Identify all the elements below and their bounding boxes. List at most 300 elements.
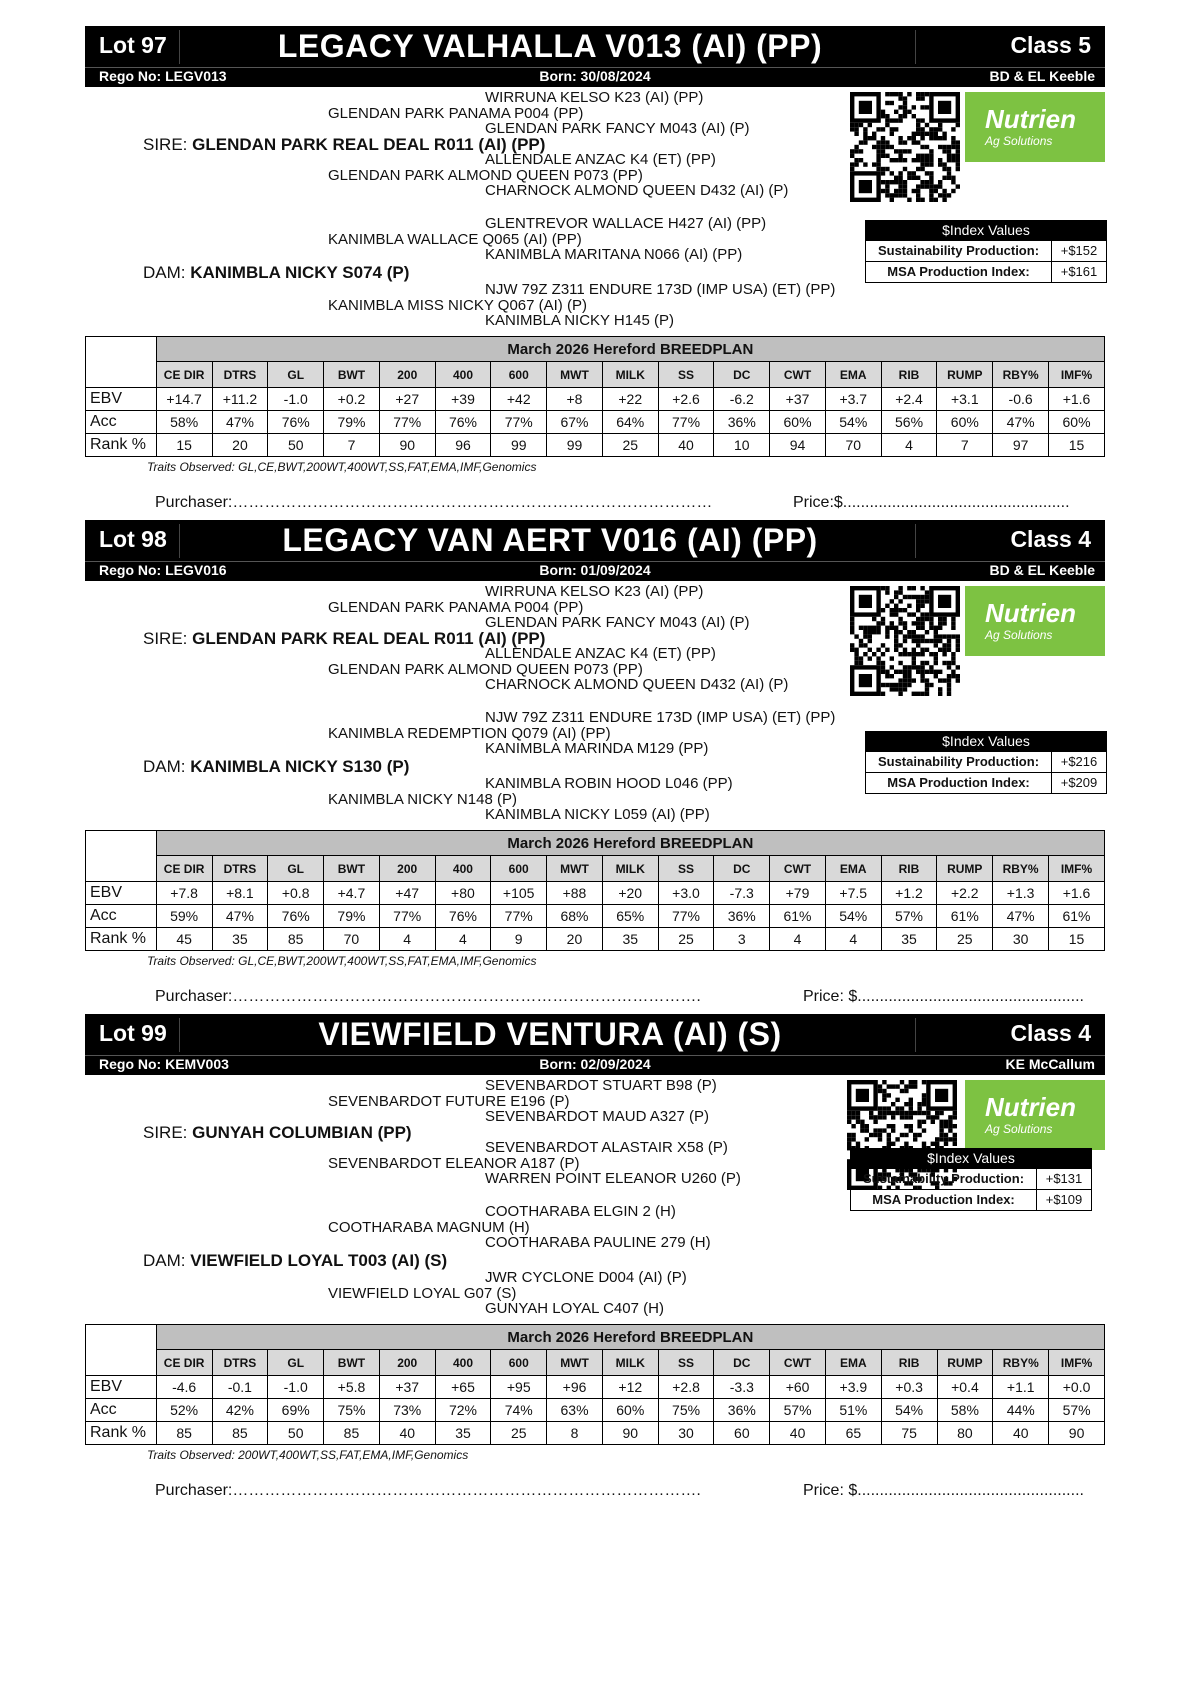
rank-cell: 97	[993, 434, 1049, 457]
pedigree-dam-dam-dam: KANIMBLA NICKY H145 (P)	[485, 312, 674, 329]
index-value: +$209	[1060, 775, 1098, 790]
traits-observed: Traits Observed: GL,CE,BWT,200WT,400WT,SS,FAT,EMA,IMF,Genomics	[147, 460, 537, 474]
pedigree-dam-dam-dam: GUNYAH LOYAL C407 (H)	[485, 1300, 664, 1317]
ebv-cell: +60	[770, 1376, 826, 1399]
acc-cell: 36%	[714, 1399, 770, 1422]
acc-cell: 76%	[268, 905, 324, 928]
acc-cell: 57%	[881, 905, 937, 928]
trait-header: 200	[379, 1350, 435, 1376]
trait-header: MILK	[602, 362, 658, 388]
price-field[interactable]: Price: $...................................................	[803, 1482, 1084, 1499]
pedigree-sire-dam-dam: CHARNOCK ALMOND QUEEN D432 (AI) (P)	[485, 182, 789, 199]
lot-block	[85, 520, 1105, 1020]
qr-code[interactable]	[850, 586, 960, 696]
logo-name: Nutrien	[985, 598, 1076, 628]
rank-cell: 50	[268, 1422, 324, 1445]
price-field[interactable]: Price:$...................................................	[793, 494, 1070, 511]
acc-cell: 73%	[379, 1399, 435, 1422]
ebv-cell: +96	[547, 1376, 603, 1399]
trait-header: DTRS	[212, 856, 268, 882]
row-label: EBV	[86, 388, 157, 411]
acc-cell: 47%	[212, 411, 268, 434]
ebv-cell: +1.3	[993, 882, 1049, 905]
price-field[interactable]: Price: $...................................................	[803, 988, 1084, 1005]
row-label: Acc	[86, 1399, 157, 1422]
rank-cell: 8	[547, 1422, 603, 1445]
rank-cell: 25	[937, 928, 993, 951]
index-title: $Index Values	[851, 1149, 1091, 1168]
row-label: Rank %	[86, 928, 157, 951]
pedigree-dam-sire-sire: NJW 79Z Z311 ENDURE 173D (IMP USA) (ET) (PP)	[485, 709, 836, 726]
ebv-cell: +95	[491, 1376, 547, 1399]
rank-cell: 4	[770, 928, 826, 951]
index-values-box	[865, 731, 1107, 794]
rank-cell: 4	[379, 928, 435, 951]
pedigree-sire-dam-sire: ALLENDALE ANZAC K4 (ET) (PP)	[485, 645, 716, 662]
ebv-table	[85, 830, 1105, 951]
logo-tagline: Ag Solutions	[985, 628, 1053, 642]
trait-header: CWT	[770, 856, 826, 882]
rank-cell: 15	[1049, 928, 1105, 951]
acc-cell: 54%	[825, 905, 881, 928]
acc-cell: 60%	[770, 411, 826, 434]
ebv-cell: +4.7	[324, 882, 380, 905]
pedigree-sire-sire: GLENDAN PARK PANAMA P004 (PP)	[328, 105, 584, 122]
rank-cell: 99	[547, 434, 603, 457]
ebv-cell: +88	[547, 882, 603, 905]
dam-name: KANIMBLA NICKY S074 (P)	[190, 263, 410, 282]
ebv-cell: +12	[602, 1376, 658, 1399]
trait-header: RIB	[881, 1350, 937, 1376]
pedigree-sire-dam: GLENDAN PARK ALMOND QUEEN P073 (PP)	[328, 167, 643, 184]
lot-number: Lot 98	[99, 526, 167, 552]
purchaser-field[interactable]: Purchaser:…………………………………………………………………………….	[155, 1482, 701, 1499]
trait-header: SS	[658, 362, 714, 388]
trait-header: DC	[714, 362, 770, 388]
ebv-cell: +11.2	[212, 388, 268, 411]
logo-tagline: Ag Solutions	[985, 134, 1053, 148]
sire-name: GUNYAH COLUMBIAN (PP)	[192, 1123, 412, 1142]
traits-observed: Traits Observed: GL,CE,BWT,200WT,400WT,SS,FAT,EMA,IMF,Genomics	[147, 954, 537, 968]
acc-cell: 57%	[1049, 1399, 1105, 1422]
lot-block	[85, 26, 1105, 526]
rank-cell: 7	[324, 434, 380, 457]
born-date: Born: 30/08/2024	[539, 68, 651, 84]
trait-header: BWT	[324, 362, 380, 388]
rank-cell: 96	[435, 434, 491, 457]
acc-cell: 77%	[658, 411, 714, 434]
index-value: +$131	[1045, 1171, 1083, 1186]
rank-cell: 35	[602, 928, 658, 951]
ebv-cell: +37	[770, 388, 826, 411]
pedigree-sire-sire-dam: GLENDAN PARK FANCY M043 (AI) (P)	[485, 120, 750, 137]
ebv-cell: +2.4	[881, 388, 937, 411]
row-label: Acc	[86, 411, 157, 434]
ebv-cell: -1.0	[268, 1376, 324, 1399]
class-label: Class 5	[1010, 32, 1091, 58]
acc-cell: 36%	[714, 411, 770, 434]
pedigree-dam-sire: KANIMBLA WALLACE Q065 (AI) (PP)	[328, 231, 582, 248]
qr-code[interactable]	[850, 92, 960, 202]
pedigree-sire-sire: GLENDAN PARK PANAMA P004 (PP)	[328, 599, 584, 616]
rego-number: Rego No: LEGV013	[99, 68, 227, 84]
acc-cell: 76%	[435, 905, 491, 928]
lot-number: Lot 97	[99, 32, 167, 58]
pedigree-dam-sire: COOTHARABA MAGNUM (H)	[328, 1219, 530, 1236]
acc-cell: 58%	[156, 411, 212, 434]
rank-cell: 35	[435, 1422, 491, 1445]
pedigree-dam-sire-dam: KANIMBLA MARITANA N066 (AI) (PP)	[485, 246, 743, 263]
ebv-cell: +3.7	[825, 388, 881, 411]
rank-cell: 85	[324, 1422, 380, 1445]
trait-header: CWT	[770, 362, 826, 388]
ebv-cell: +27	[379, 388, 435, 411]
rank-cell: 80	[937, 1422, 993, 1445]
trait-header: CE DIR	[156, 856, 212, 882]
ebv-cell: +3.9	[825, 1376, 881, 1399]
lot-block	[85, 1014, 1105, 1514]
ebv-cell: -0.1	[212, 1376, 268, 1399]
index-label: MSA Production Index:	[866, 262, 1052, 282]
trait-header: MWT	[547, 362, 603, 388]
acc-cell: 61%	[770, 905, 826, 928]
ebv-cell: +7.8	[156, 882, 212, 905]
rank-cell: 10	[714, 434, 770, 457]
logo-name: Nutrien	[985, 104, 1076, 134]
acc-cell: 77%	[379, 905, 435, 928]
acc-cell: 47%	[993, 905, 1049, 928]
rank-cell: 40	[993, 1422, 1049, 1445]
trait-header: IMF%	[1049, 856, 1105, 882]
trait-header: 200	[379, 362, 435, 388]
row-label: Rank %	[86, 434, 157, 457]
dam-name: VIEWFIELD LOYAL T003 (AI) (S)	[190, 1251, 448, 1270]
index-label: MSA Production Index:	[851, 1190, 1037, 1210]
pedigree-dam-dam-sire: KANIMBLA ROBIN HOOD L046 (PP)	[485, 775, 733, 792]
pedigree-sire-sire: SEVENBARDOT FUTURE E196 (P)	[328, 1093, 570, 1110]
ebv-cell: +3.1	[937, 388, 993, 411]
acc-cell: 72%	[435, 1399, 491, 1422]
nutrien-logo	[965, 586, 1105, 656]
ebv-cell: +22	[602, 388, 658, 411]
acc-cell: 69%	[268, 1399, 324, 1422]
acc-cell: 64%	[602, 411, 658, 434]
pedigree-dam-sire: KANIMBLA REDEMPTION Q079 (AI) (PP)	[328, 725, 611, 742]
acc-cell: 42%	[212, 1399, 268, 1422]
row-label: EBV	[86, 882, 157, 905]
trait-header: RUMP	[937, 362, 993, 388]
ebv-cell: +0.8	[268, 882, 324, 905]
trait-header: RUMP	[937, 856, 993, 882]
trait-header: DC	[714, 1350, 770, 1376]
trait-header: CWT	[770, 1350, 826, 1376]
pedigree-sire-dam-sire: SEVENBARDOT ALASTAIR X58 (P)	[485, 1139, 728, 1156]
acc-cell: 59%	[156, 905, 212, 928]
trait-header: 600	[491, 856, 547, 882]
class-label: Class 4	[1010, 526, 1091, 552]
ebv-cell: +0.3	[881, 1376, 937, 1399]
rank-cell: 90	[602, 1422, 658, 1445]
sire-prefix: SIRE:	[143, 135, 188, 154]
trait-header: IMF%	[1049, 362, 1105, 388]
trait-header: MWT	[547, 856, 603, 882]
dam-prefix: DAM:	[143, 757, 186, 776]
acc-cell: 47%	[993, 411, 1049, 434]
trait-header: RIB	[881, 362, 937, 388]
rank-cell: 15	[1049, 434, 1105, 457]
trait-header: 400	[435, 856, 491, 882]
rank-cell: 75	[881, 1422, 937, 1445]
acc-cell: 60%	[1049, 411, 1105, 434]
row-label: Acc	[86, 905, 157, 928]
rank-cell: 70	[324, 928, 380, 951]
trait-header: 400	[435, 362, 491, 388]
sire-prefix: SIRE:	[143, 629, 188, 648]
acc-cell: 57%	[770, 1399, 826, 1422]
logo-name: Nutrien	[985, 1092, 1076, 1122]
pedigree-dam-dam: KANIMBLA MISS NICKY Q067 (AI) (P)	[328, 297, 587, 314]
acc-cell: 60%	[602, 1399, 658, 1422]
acc-cell: 56%	[881, 411, 937, 434]
index-values-box	[850, 1148, 1092, 1211]
acc-cell: 76%	[435, 411, 491, 434]
ebv-cell: +5.8	[324, 1376, 380, 1399]
trait-header: MILK	[602, 1350, 658, 1376]
pedigree-dam-dam: KANIMBLA NICKY N148 (P)	[328, 791, 517, 808]
ebv-cell: +2.2	[937, 882, 993, 905]
rank-cell: 85	[268, 928, 324, 951]
rank-cell: 85	[212, 1422, 268, 1445]
breeder-name: BD & EL Keeble	[989, 562, 1095, 578]
acc-cell: 77%	[658, 905, 714, 928]
pedigree-sire-sire-dam: SEVENBARDOT MAUD A327 (P)	[485, 1108, 709, 1125]
trait-header: RBY%	[993, 362, 1049, 388]
rank-cell: 90	[379, 434, 435, 457]
rank-cell: 20	[547, 928, 603, 951]
rank-cell: 35	[881, 928, 937, 951]
rank-cell: 4	[881, 434, 937, 457]
pedigree-dam-dam: VIEWFIELD LOYAL G07 (S)	[328, 1285, 517, 1302]
ebv-cell: +1.1	[993, 1376, 1049, 1399]
index-label: Sustainability Production:	[851, 1169, 1037, 1189]
acc-cell: 76%	[268, 411, 324, 434]
rank-cell: 65	[825, 1422, 881, 1445]
acc-cell: 77%	[491, 905, 547, 928]
index-value: +$161	[1060, 264, 1098, 279]
index-title: $Index Values	[866, 732, 1106, 751]
rank-cell: 15	[156, 434, 212, 457]
ebv-cell: -3.3	[714, 1376, 770, 1399]
trait-header: GL	[268, 856, 324, 882]
acc-cell: 54%	[825, 411, 881, 434]
trait-header: 600	[491, 362, 547, 388]
traits-observed: Traits Observed: 200WT,400WT,SS,FAT,EMA,IMF,Genomics	[147, 1448, 469, 1462]
acc-cell: 44%	[993, 1399, 1049, 1422]
ebv-cell: +80	[435, 882, 491, 905]
rank-cell: 9	[491, 928, 547, 951]
breedplan-title: March 2026 Hereford BREEDPLAN	[156, 1325, 1104, 1350]
rank-cell: 40	[770, 1422, 826, 1445]
acc-cell: 75%	[324, 1399, 380, 1422]
dam-prefix: DAM:	[143, 263, 186, 282]
trait-header: BWT	[324, 1350, 380, 1376]
ebv-cell: +79	[770, 882, 826, 905]
ebv-cell: +0.0	[1049, 1376, 1105, 1399]
rank-cell: 40	[379, 1422, 435, 1445]
ebv-cell: -0.6	[993, 388, 1049, 411]
pedigree-dam-sire-sire: COOTHARABA ELGIN 2 (H)	[485, 1203, 676, 1220]
rank-cell: 60	[714, 1422, 770, 1445]
trait-header: CE DIR	[156, 362, 212, 388]
ebv-cell: +0.2	[324, 388, 380, 411]
animal-name: LEGACY VALHALLA V013 (AI) (PP)	[277, 28, 823, 64]
trait-header: 600	[491, 1350, 547, 1376]
index-value: +$216	[1060, 754, 1098, 769]
breedplan-title: March 2026 Hereford BREEDPLAN	[156, 831, 1104, 856]
acc-cell: 77%	[491, 411, 547, 434]
ebv-cell: -1.0	[268, 388, 324, 411]
ebv-cell: +39	[435, 388, 491, 411]
trait-header: GL	[268, 1350, 324, 1376]
index-value: +$109	[1045, 1192, 1083, 1207]
index-label: MSA Production Index:	[866, 773, 1052, 793]
lot-number: Lot 99	[99, 1020, 167, 1046]
purchaser-field[interactable]: Purchaser:…………………………………………………………………………….	[155, 988, 701, 1005]
rank-cell: 50	[268, 434, 324, 457]
index-value: +$152	[1060, 243, 1098, 258]
pedigree-dam-dam-sire: NJW 79Z Z311 ENDURE 173D (IMP USA) (ET) (PP)	[485, 281, 836, 298]
acc-cell: 58%	[937, 1399, 993, 1422]
ebv-table	[85, 336, 1105, 457]
ebv-cell: +1.2	[881, 882, 937, 905]
trait-header: EMA	[825, 856, 881, 882]
index-title: $Index Values	[866, 221, 1106, 240]
rank-cell: 35	[212, 928, 268, 951]
acc-cell: 36%	[714, 905, 770, 928]
ebv-cell: +2.6	[658, 388, 714, 411]
ebv-cell: +3.0	[658, 882, 714, 905]
ebv-cell: -4.6	[156, 1376, 212, 1399]
ebv-cell: +8	[547, 388, 603, 411]
trait-header: GL	[268, 362, 324, 388]
rank-cell: 94	[770, 434, 826, 457]
animal-name: VIEWFIELD VENTURA (AI) (S)	[318, 1016, 782, 1052]
acc-cell: 61%	[1049, 905, 1105, 928]
ebv-cell: +20	[602, 882, 658, 905]
acc-cell: 47%	[212, 905, 268, 928]
dam-name: KANIMBLA NICKY S130 (P)	[190, 757, 410, 776]
rank-cell: 40	[658, 434, 714, 457]
sire-name: GLENDAN PARK REAL DEAL R011 (AI) (PP)	[192, 629, 546, 648]
rank-cell: 30	[993, 928, 1049, 951]
ebv-cell: +47	[379, 882, 435, 905]
acc-cell: 63%	[547, 1399, 603, 1422]
trait-header: MWT	[547, 1350, 603, 1376]
trait-header: CE DIR	[156, 1350, 212, 1376]
born-date: Born: 01/09/2024	[539, 562, 651, 578]
born-date: Born: 02/09/2024	[539, 1056, 651, 1072]
trait-header: RBY%	[993, 1350, 1049, 1376]
trait-header: 200	[379, 856, 435, 882]
sire-prefix: SIRE:	[143, 1123, 188, 1142]
trait-header: 400	[435, 1350, 491, 1376]
ebv-cell: +1.6	[1049, 388, 1105, 411]
rank-cell: 7	[937, 434, 993, 457]
acc-cell: 68%	[547, 905, 603, 928]
row-label: Rank %	[86, 1422, 157, 1445]
acc-cell: 74%	[491, 1399, 547, 1422]
pedigree-sire-sire-sire: SEVENBARDOT STUART B98 (P)	[485, 1077, 717, 1094]
trait-header: IMF%	[1049, 1350, 1105, 1376]
acc-cell: 54%	[881, 1399, 937, 1422]
trait-header: DTRS	[212, 1350, 268, 1376]
acc-cell: 51%	[825, 1399, 881, 1422]
ebv-cell: -7.3	[714, 882, 770, 905]
acc-cell: 60%	[937, 411, 993, 434]
pedigree-dam	[143, 264, 409, 282]
rank-cell: 4	[435, 928, 491, 951]
rank-cell: 25	[491, 1422, 547, 1445]
breeder-name: BD & EL Keeble	[989, 68, 1095, 84]
pedigree-dam	[143, 1252, 447, 1270]
ebv-cell: +0.4	[937, 1376, 993, 1399]
acc-cell: 67%	[547, 411, 603, 434]
pedigree-dam-dam-sire: JWR CYCLONE D004 (AI) (P)	[485, 1269, 687, 1286]
pedigree-sire	[143, 1124, 412, 1142]
acc-cell: 79%	[324, 411, 380, 434]
acc-cell: 52%	[156, 1399, 212, 1422]
ebv-table	[85, 1324, 1105, 1445]
breedplan-title: March 2026 Hereford BREEDPLAN	[156, 337, 1104, 362]
pedigree-sire-sire-sire: WIRRUNA KELSO K23 (AI) (PP)	[485, 583, 704, 600]
pedigree-sire-sire-sire: WIRRUNA KELSO K23 (AI) (PP)	[485, 89, 704, 106]
trait-header: SS	[658, 1350, 714, 1376]
ebv-cell: -6.2	[714, 388, 770, 411]
rank-cell: 25	[602, 434, 658, 457]
acc-cell: 61%	[937, 905, 993, 928]
logo-tagline: Ag Solutions	[985, 1122, 1053, 1136]
row-label: EBV	[86, 1376, 157, 1399]
nutrien-logo	[965, 1080, 1105, 1150]
pedigree-dam-sire-dam: COOTHARABA PAULINE 279 (H)	[485, 1234, 711, 1251]
purchaser-field[interactable]: Purchaser:………………………………………………………………………………	[155, 494, 713, 511]
trait-header: DTRS	[212, 362, 268, 388]
class-label: Class 4	[1010, 1020, 1091, 1046]
trait-header: BWT	[324, 856, 380, 882]
rank-cell: 90	[1049, 1422, 1105, 1445]
trait-header: RBY%	[993, 856, 1049, 882]
lot-header	[85, 26, 1105, 87]
ebv-cell: +14.7	[156, 388, 212, 411]
ebv-cell: +7.5	[825, 882, 881, 905]
rank-cell: 99	[491, 434, 547, 457]
pedigree-sire-dam-dam: WARREN POINT ELEANOR U260 (P)	[485, 1170, 741, 1187]
ebv-cell: +1.6	[1049, 882, 1105, 905]
rank-cell: 45	[156, 928, 212, 951]
trait-header: EMA	[825, 1350, 881, 1376]
lot-header	[85, 520, 1105, 581]
rank-cell: 3	[714, 928, 770, 951]
acc-cell: 77%	[379, 411, 435, 434]
pedigree-sire-dam: GLENDAN PARK ALMOND QUEEN P073 (PP)	[328, 661, 643, 678]
ebv-cell: +37	[379, 1376, 435, 1399]
dam-prefix: DAM:	[143, 1251, 186, 1270]
ebv-cell: +2.8	[658, 1376, 714, 1399]
pedigree-dam-sire-sire: GLENTREVOR WALLACE H427 (AI) (PP)	[485, 215, 767, 232]
index-values-box	[865, 220, 1107, 283]
breeder-name: KE McCallum	[1005, 1056, 1095, 1072]
rank-cell: 30	[658, 1422, 714, 1445]
